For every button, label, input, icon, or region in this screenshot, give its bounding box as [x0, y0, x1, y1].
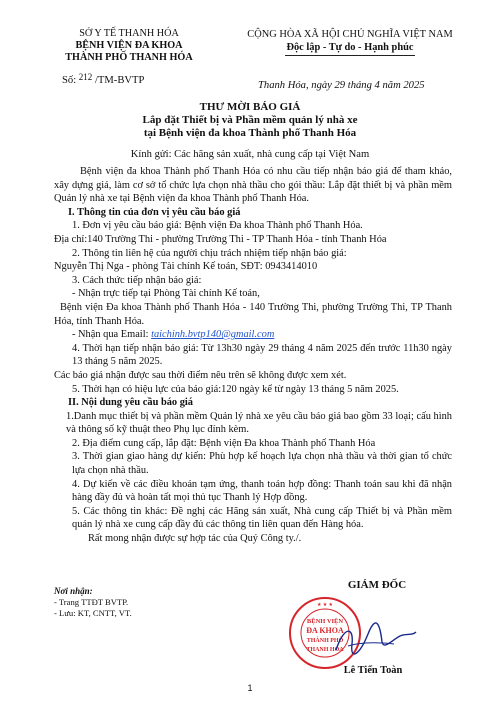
document-title: THƯ MỜI BÁO GIÁ — [199, 101, 301, 113]
section1-direct-address: Bệnh viện Đa khoa Thành phố Thanh Hóa - 140 Trường Thi, phường Trường Thi, TP Thanh Hóa, tỉnh Thanh Hóa. — [54, 301, 452, 327]
section1-direct: - Nhận trực tiếp tại Phòng Tài chính Kế toán, — [72, 288, 260, 300]
ministry-name: SỞ Y TẾ THANH HÓA — [79, 28, 179, 39]
recipients-block — [54, 586, 132, 619]
section2-heading: II. Nội dung yêu cầu báo giá — [68, 397, 194, 409]
recipients-label: Nơi nhận: — [54, 586, 93, 596]
doc-number-suffix: /TM-BVTP — [94, 75, 145, 86]
letter-body — [54, 165, 452, 546]
hospital-name-line1: BỆNH VIỆN ĐA KHOA — [75, 40, 183, 51]
section1-item5: 5. Thời hạn có hiệu lực của báo giá:120 ngày kể từ ngày 13 tháng 5 năm 2025. — [72, 383, 399, 395]
header-underline — [285, 55, 415, 56]
svg-text:THÀNH PHỐ: THÀNH PHỐ — [306, 638, 344, 644]
handwritten-signature-icon — [330, 620, 420, 660]
email-link[interactable]: taichinh.bvtp140@gmail.com — [151, 329, 275, 341]
section1-email-line — [54, 328, 452, 342]
section1-item3: 3. Cách thức tiếp nhận báo giá: — [72, 274, 202, 286]
section1-contact: Nguyễn Thị Nga - phòng Tài chính Kế toán, SĐT: 0943414010 — [54, 261, 318, 273]
recipient-line: - Trang TTĐT BVTP. — [54, 597, 129, 607]
section1-item2: 2. Thông tin liên hệ của người chịu trách nhiệm tiếp nhận báo giá: — [72, 247, 347, 259]
section2-item4: 4. Dự kiến về các điều khoản tạm ứng, thanh toán hợp đồng: Thanh toán sau khi đã nhận hàng đầy đủ và hoàn tất mọi thủ tục Thanh lý Hợp đồng. — [72, 478, 452, 504]
section2-item1: 1.Danh mục thiết bị và phần mềm Quản lý nhà xe yêu cầu báo giá bao gồm 33 loại; cấu hình và thông số kỹ thuật theo Phụ lục đính kèm. — [66, 410, 452, 436]
doc-number-label: Số: — [62, 75, 77, 86]
issuer-header — [54, 28, 204, 64]
recipient-line: - Lưu: KT, CNTT, VT. — [54, 608, 132, 618]
doc-number-value: 212 — [78, 72, 93, 82]
greeting: Kính gửi: Các hãng sản xuất, nhà cung cấp tại Việt Nam — [130, 149, 370, 160]
page-number: 1 — [247, 683, 253, 693]
section2-item5: 5. Các thông tin khác: Đề nghị các Hãng sản xuất, Nhà cung cấp Thiết bị và Phần mềm quản lý nhà xe cung cấp đầy đủ các thông tin liên quan đến Hàng hóa. — [72, 505, 452, 531]
section1-item1: 1. Đơn vị yêu cầu báo giá: Bệnh viện Đa khoa Thành phố Thanh Hóa. — [72, 220, 363, 232]
national-subtitle: Độc lập - Tự do - Hạnh phúc — [286, 42, 414, 53]
intro-paragraph: Bệnh viện đa khoa Thành phố Thanh Hóa có nhu cầu tiếp nhận báo giá để tham khảo, xây dựng giá, làm cơ sở tổ chức lựa chọn nhà thầu cho gói thầu: Lắp đặt thiết bị và phần mềm Quản lý nhà xe tại Bệnh viện đa khoa Thành phố Thanh Hóa. — [54, 166, 452, 205]
section1-address: Địa chỉ:140 Trường Thi - phường Trường Thi - TP Thanh Hóa - tỉnh Thanh Hóa — [54, 233, 387, 245]
signer-name: Lê Tiến Toàn — [343, 665, 403, 676]
signer-title: GIÁM ĐỐC — [347, 579, 407, 591]
svg-text:ĐA KHOA: ĐA KHOA — [306, 626, 344, 635]
svg-text:BỆNH VIỆN: BỆNH VIỆN — [306, 618, 344, 625]
national-motto: CỘNG HÒA XÃ HỘI CHỦ NGHĨA VIỆT NAM — [247, 29, 453, 40]
section1-item4: 4. Thời hạn tiếp nhận báo giá: Từ 13h30 ngày 29 tháng 4 năm 2025 đến trước 11h30 ngày 13 tháng 5 năm 2025. — [72, 342, 452, 368]
national-header — [228, 28, 472, 56]
email-label: - Nhận qua Email: — [72, 329, 149, 341]
hospital-name-line2: THÀNH PHỐ THANH HÓA — [65, 52, 193, 63]
section1-heading: I. Thông tin của đơn vị yêu cầu báo giá — [68, 206, 241, 218]
section1-late-note: Các báo giá nhận được sau thời điểm nêu trên sẽ không được xem xét. — [54, 369, 347, 381]
document-subtitle-line1: Lắp đặt Thiết bị và Phần mềm quản lý nhà xe — [142, 114, 358, 126]
issue-date: Thanh Hóa, ngày 29 tháng 4 năm 2025 — [258, 80, 425, 91]
document-number — [62, 72, 144, 86]
document-subtitle-line2: tại Bệnh viện đa khoa Thành phố Thanh Hóa — [143, 127, 357, 139]
section2-item2: 2. Địa điểm cung cấp, lắp đặt: Bệnh viện Đa khoa Thành phố Thanh Hóa — [72, 437, 376, 449]
svg-text:★ ★ ★: ★ ★ ★ — [317, 603, 333, 608]
svg-text:THANH HÓA: THANH HÓA — [306, 647, 344, 653]
section2-item3: 3. Thời gian giao hàng dự kiến: Phù hợp kế hoạch lựa chọn nhà thầu và thời gian tổ chức lựa chọn nhà thầu. — [72, 451, 452, 477]
closing-line: Rất mong nhận được sự hợp tác của Quý Công ty./. — [88, 533, 302, 545]
